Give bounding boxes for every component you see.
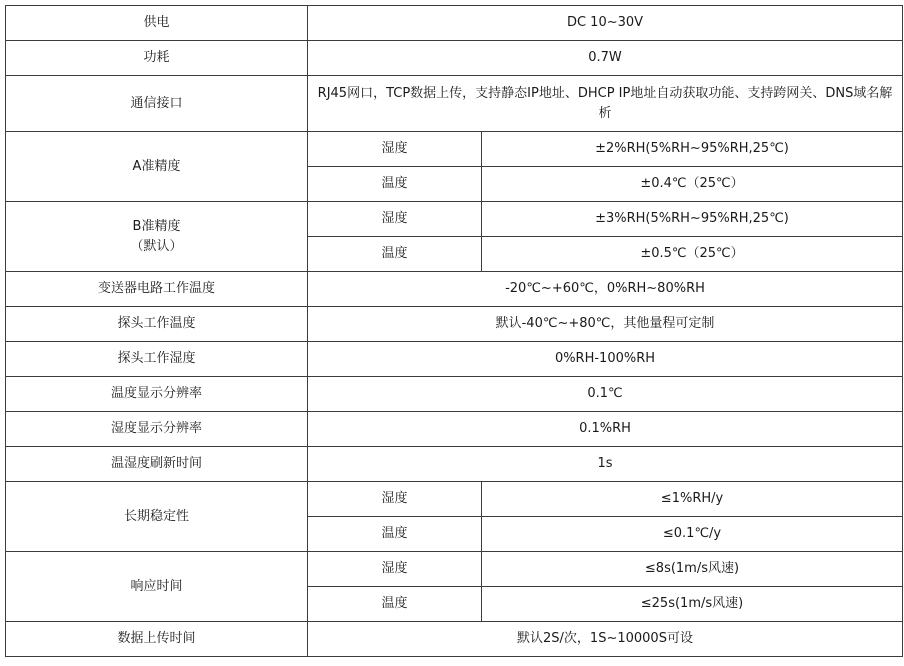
table-row	[6, 41, 903, 76]
row-value: 0.1%RH	[308, 412, 903, 447]
row-label: A准精度	[6, 132, 308, 202]
row-value: ±2%RH(5%RH~95%RH,25℃)	[482, 132, 903, 167]
sub-label: 湿度	[308, 552, 482, 587]
table-row	[6, 412, 903, 447]
row-value: DC 10~30V	[308, 6, 903, 41]
table-row	[6, 622, 903, 657]
row-label: 温湿度刷新时间	[6, 447, 308, 482]
row-value: ±0.5℃（25℃）	[482, 237, 903, 272]
row-value: ±0.4℃（25℃）	[482, 167, 903, 202]
row-value: ≤1%RH/y	[482, 482, 903, 517]
row-label: 长期稳定性	[6, 482, 308, 552]
table-row	[6, 202, 903, 237]
row-label: 数据上传时间	[6, 622, 308, 657]
sub-label: 温度	[308, 167, 482, 202]
table-row	[6, 307, 903, 342]
sub-label: 温度	[308, 237, 482, 272]
sub-label: 湿度	[308, 202, 482, 237]
row-value: ≤25s(1m/s风速)	[482, 587, 903, 622]
sub-label: 温度	[308, 587, 482, 622]
row-value: 0.7W	[308, 41, 903, 76]
row-label: 变送器电路工作温度	[6, 272, 308, 307]
row-label: 供电	[6, 6, 308, 41]
row-label: 响应时间	[6, 552, 308, 622]
row-label-note: （默认）	[130, 238, 183, 254]
table-row	[6, 342, 903, 377]
table-row	[6, 482, 903, 517]
table-row	[6, 447, 903, 482]
row-value: 默认2S/次，1S~10000S可设	[308, 622, 903, 657]
row-label: 探头工作温度	[6, 307, 308, 342]
row-label: 功耗	[6, 41, 308, 76]
row-value: 1s	[308, 447, 903, 482]
sub-label: 温度	[308, 517, 482, 552]
row-value: -20℃~+60℃，0%RH~80%RH	[308, 272, 903, 307]
row-value: 默认-40℃~+80℃，其他量程可定制	[308, 307, 903, 342]
row-value: ≤0.1℃/y	[482, 517, 903, 552]
row-label: 湿度显示分辨率	[6, 412, 308, 447]
table-row	[6, 6, 903, 41]
table-row	[6, 76, 903, 132]
sub-label: 湿度	[308, 482, 482, 517]
row-label-cell	[6, 202, 308, 272]
row-label: B准精度	[132, 218, 181, 234]
row-value: RJ45网口，TCP数据上传，支持静态IP地址、DHCP IP地址自动获取功能、支持跨网关、DNS域名解析	[308, 76, 903, 132]
table-row	[6, 132, 903, 167]
table-row	[6, 552, 903, 587]
row-label: 温度显示分辨率	[6, 377, 308, 412]
row-value: 0%RH-100%RH	[308, 342, 903, 377]
table-row	[6, 272, 903, 307]
table-row	[6, 377, 903, 412]
row-value: ±3%RH(5%RH~95%RH,25℃)	[482, 202, 903, 237]
sub-label: 湿度	[308, 132, 482, 167]
row-value: 0.1℃	[308, 377, 903, 412]
row-label: 探头工作湿度	[6, 342, 308, 377]
row-value: ≤8s(1m/s风速)	[482, 552, 903, 587]
spec-table	[5, 5, 903, 657]
row-label: 通信接口	[6, 76, 308, 132]
